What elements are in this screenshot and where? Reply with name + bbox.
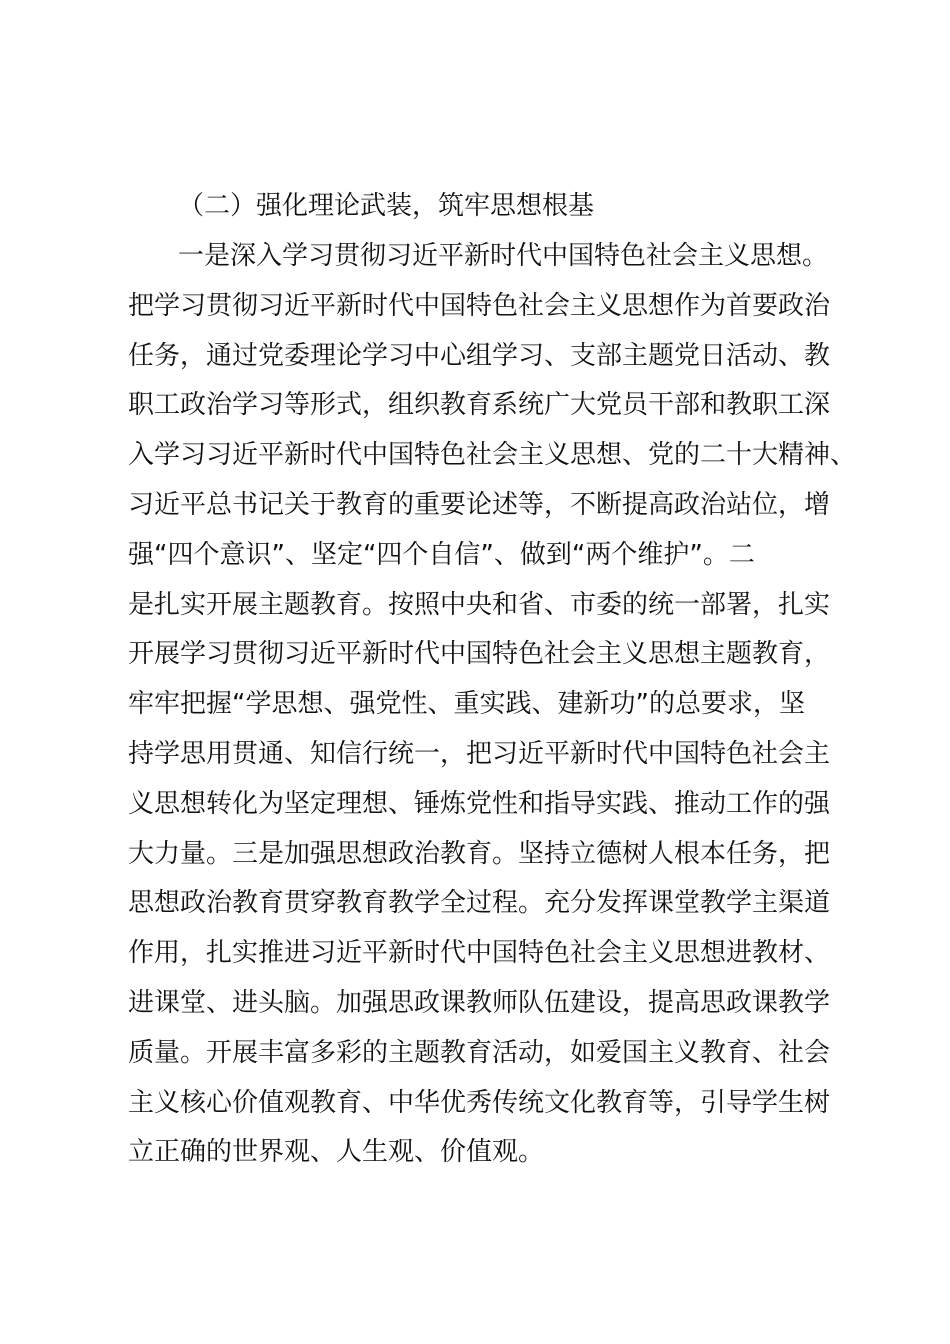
text-line: 持学思用贯通、知信行统一，把习近平新时代中国特色社会主 (128, 738, 831, 769)
text-line: 作用，扎实推进习近平新时代中国特色社会主义思想进教材、 (128, 938, 831, 969)
text-line: 主义核心价值观教育、中华优秀传统文化教育等，引导学生树 (128, 1087, 831, 1118)
text-line: 强“四个意识”、坚定“四个自信”、做到“两个维护”。二 (128, 539, 755, 570)
text-line: 开展学习贯彻习近平新时代中国特色社会主义思想主题教育， (128, 639, 831, 670)
text-line: 入学习习近平新时代中国特色社会主义思想、党的二十大精神、 (128, 440, 857, 471)
text-line: 义思想转化为坚定理想、锤炼党性和指导实践、推动工作的强 (128, 788, 831, 819)
text-line: 任务，通过党委理论学习中心组学习、支部主题党日活动、教 (128, 340, 831, 371)
text-line: 是扎实开展主题教育。按照中央和省、市委的统一部署，扎实 (128, 589, 831, 620)
text-line: 立正确的世界观、人生观、价值观。 (128, 1137, 545, 1168)
text-line: 习近平总书记关于教育的重要论述等，不断提高政治站位，增 (128, 489, 831, 520)
section-heading: （二）强化理论武装，筑牢思想根基 (178, 191, 595, 221)
text-line: 大力量。三是加强思想政治教育。坚持立德树人根本任务，把 (128, 838, 831, 869)
text-line: 职工政治学习等形式，组织教育系统广大党员干部和教职工深 (128, 390, 831, 421)
text-line: 牢牢把握“学思想、强党性、重实践、建新功”的总要求，坚 (128, 689, 805, 720)
text-line: 一是深入学习贯彻习近平新时代中国特色社会主义思想。 (178, 241, 829, 271)
body-paragraph (128, 232, 857, 1178)
text-line: 质量。开展丰富多彩的主题教育活动，如爱国主义教育、社会 (128, 1037, 831, 1068)
text-line: 进课堂、进头脑。加强思政课教师队伍建设，提高思政课教学 (128, 987, 831, 1018)
text-line: 思想政治教育贯穿教育教学全过程。充分发挥课堂教学主渠道 (128, 888, 831, 919)
text-line: 把学习贯彻习近平新时代中国特色社会主义思想作为首要政治 (128, 290, 831, 321)
